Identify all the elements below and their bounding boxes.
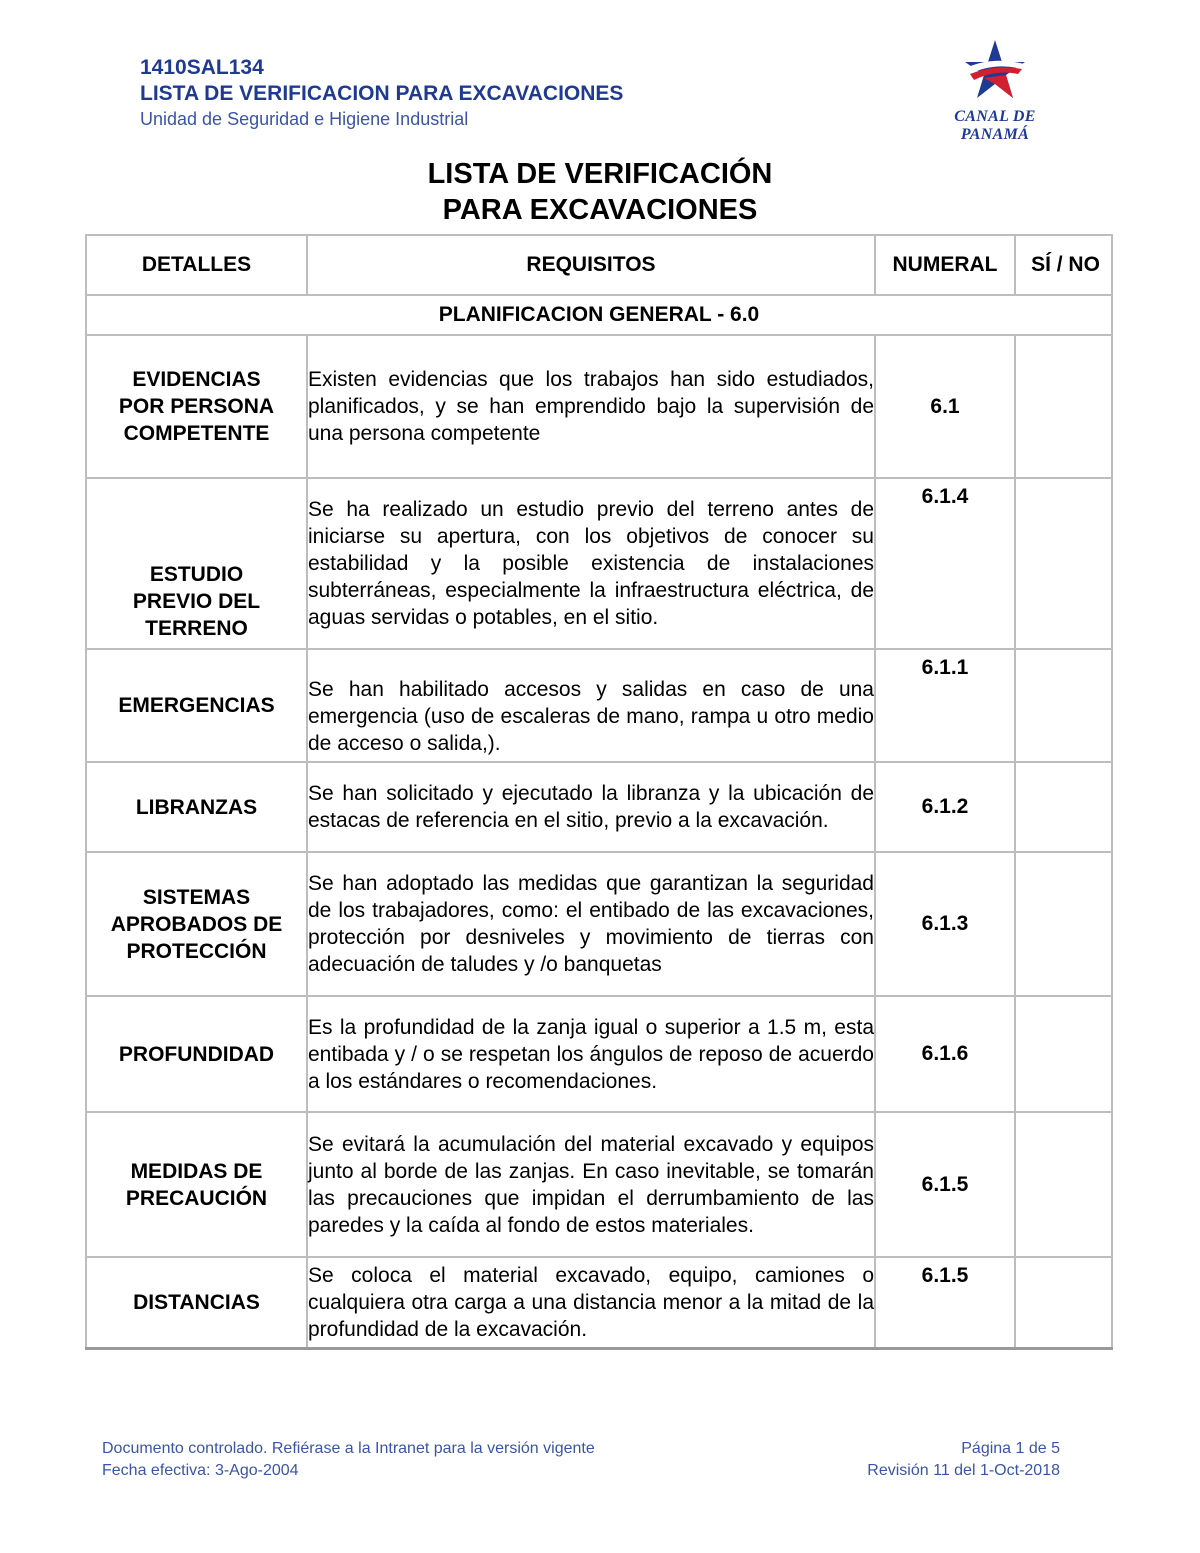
unit-name: Unidad de Seguridad e Higiene Industrial <box>140 109 469 129</box>
row-detail: DISTANCIAS <box>86 1257 307 1348</box>
title-line-2: PARA EXCAVACIONES <box>442 194 758 226</box>
table-row <box>86 649 1112 762</box>
row-answer-cell[interactable] <box>1015 996 1112 1112</box>
table-row <box>86 1112 1112 1257</box>
row-detail: MEDIDAS DE PRECAUCIÓN <box>86 1112 307 1257</box>
footer-effective-date: Fecha efectiva: 3-Ago-2004 <box>102 1462 299 1479</box>
row-detail: EMERGENCIAS <box>86 649 307 762</box>
document-header-title: LISTA DE VERIFICACION PARA EXCAVACIONES <box>140 82 624 105</box>
table-row <box>86 762 1112 852</box>
table-row <box>86 852 1112 996</box>
footer-right <box>867 1438 1060 1482</box>
header-numeral: NUMERAL <box>875 235 1015 295</box>
title-line-1: LISTA DE VERIFICACIÓN <box>427 158 773 190</box>
row-requirement: Se evitará la acumulación del material excavado y equipos junto al borde de las zanjas. En caso inevitable, se tomarán las precauciones que impidan el derrumbamiento de las paredes y la caída al fondo de estos materiales. <box>307 1112 875 1257</box>
checklist-table <box>85 234 1113 1350</box>
document-code: 1410SAL134 <box>140 56 264 79</box>
row-requirement: Es la profundidad de la zanja igual o superior a 1.5 m, esta entibada y / o se respetan los ángulos de reposo de acuerdo a los estándares o recomendaciones. <box>307 996 875 1112</box>
row-detail: EVIDENCIAS POR PERSONA COMPETENTE <box>86 335 307 478</box>
row-numeral: 6.1 <box>875 335 1015 478</box>
section-row <box>86 295 1112 335</box>
footer-left <box>102 1438 595 1482</box>
row-numeral: 6.1.5 <box>875 1112 1015 1257</box>
row-answer-cell[interactable] <box>1015 1112 1112 1257</box>
row-numeral: 6.1.2 <box>875 762 1015 852</box>
row-detail: SISTEMAS APROBADOS DE PROTECCIÓN <box>86 852 307 996</box>
row-answer-cell[interactable] <box>1015 1257 1112 1348</box>
table-header-row <box>86 235 1112 295</box>
row-answer-cell[interactable] <box>1015 852 1112 996</box>
row-requirement: Se han adoptado las medidas que garantizan la seguridad de los trabajadores, como: el entibado de las excavaciones, protección por desniveles y movimiento de tierras con adecuación de taludes y /o banquetas <box>307 852 875 996</box>
footer-controlled-note: Documento controlado. Refiérase a la Intranet para la versión vigente <box>102 1440 595 1457</box>
row-detail: ESTUDIO PREVIO DEL TERRENO <box>86 478 307 649</box>
header-requisitos: REQUISITOS <box>307 235 875 295</box>
row-numeral: 6.1.3 <box>875 852 1015 996</box>
table-row <box>86 996 1112 1112</box>
row-answer-cell[interactable] <box>1015 478 1112 649</box>
table-row <box>86 478 1112 649</box>
row-answer-cell[interactable] <box>1015 762 1112 852</box>
row-requirement: Existen evidencias que los trabajos han sido estudiados, planificados, y se han emprendido bajo la supervisión de una persona competente <box>307 335 875 478</box>
row-requirement: Se han habilitado accesos y salidas en caso de una emergencia (uso de escaleras de mano, rampa u otro medio de acceso o salida,). <box>307 649 875 762</box>
header-detalles: DETALLES <box>86 235 307 295</box>
row-numeral: 6.1.5 <box>875 1257 1015 1348</box>
row-numeral: 6.1.1 <box>875 649 1015 762</box>
row-answer-cell[interactable] <box>1015 335 1112 478</box>
row-requirement: Se coloca el material excavado, equipo, camiones o cualquiera otra carga a una distancia menor a la mitad de la profundidad de la excavación. <box>307 1257 875 1348</box>
document-header <box>140 55 623 131</box>
table-row <box>86 335 1112 478</box>
section-title: PLANIFICACION GENERAL - 6.0 <box>86 295 1112 335</box>
footer-revision: Revisión 11 del 1-Oct-2018 <box>867 1462 1060 1479</box>
row-detail: LIBRANZAS <box>86 762 307 852</box>
row-answer-cell[interactable] <box>1015 649 1112 762</box>
canal-logo <box>920 38 1070 143</box>
footer-page-number: Página 1 de 5 <box>961 1440 1060 1457</box>
row-requirement: Se ha realizado un estudio previo del terreno antes de iniciarse su apertura, con los objetivos de conocer su estabilidad y la posible existencia de instalaciones subterráneas, especialmente la infraestructura eléctrica, de aguas servidas o potables, en el sitio. <box>307 478 875 649</box>
star-logo-icon <box>962 38 1028 104</box>
row-detail: PROFUNDIDAD <box>86 996 307 1112</box>
page-title <box>0 156 1200 228</box>
row-numeral: 6.1.4 <box>875 478 1015 649</box>
table-row <box>86 1257 1112 1348</box>
row-numeral: 6.1.6 <box>875 996 1015 1112</box>
logo-text: CANAL DE PANAMÁ <box>954 108 1036 143</box>
header-si-no: SÍ / NO <box>1015 235 1112 295</box>
row-requirement: Se han solicitado y ejecutado la libranza y la ubicación de estacas de referencia en el sitio, previo a la excavación. <box>307 762 875 852</box>
